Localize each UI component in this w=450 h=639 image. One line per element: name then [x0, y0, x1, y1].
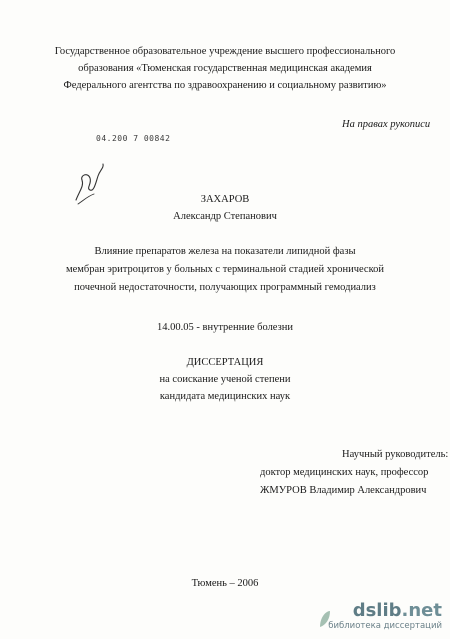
rights-note: На правах рукописи — [342, 119, 431, 130]
degree-line-1: на соискание ученой степени — [159, 374, 291, 385]
dslib-logo — [328, 601, 442, 631]
institution-line-2: образования «Тюменская государственная медицинская академия — [78, 63, 372, 74]
thesis-title-line-3: почечной недостаточности, получающих программный гемодиализ — [74, 282, 376, 293]
thesis-title-line-2: мембран эритроцитов у больных с терминальной стадией хронической — [65, 264, 385, 275]
logo-caption: библиотека диссертаций — [328, 621, 442, 631]
specialty-code: 14.00.05 - внутренние болезни — [157, 322, 293, 333]
author-surname: ЗАХАРОВ — [200, 194, 250, 205]
place-year: Тюмень – 2006 — [191, 578, 259, 589]
logo-brand: dslib.net — [352, 600, 442, 621]
supervisor-label: Научный руководитель: — [342, 449, 449, 460]
degree-line-2: кандидата медицинских наук — [159, 391, 291, 402]
supervisor-name: ЖМУРОВ Владимир Александрович — [260, 485, 427, 496]
document-type-heading: ДИССЕРТАЦИЯ — [186, 357, 264, 368]
institution-line-1: Государственное образовательное учреждение высшего профессионального — [54, 46, 396, 57]
institution-line-3: Федерального агентства по здравоохранению и социальному развитию» — [63, 80, 387, 91]
registration-stamp: 04.200 7 00842 — [96, 134, 171, 143]
supervisor-degree: доктор медицинских наук, профессор — [260, 467, 429, 478]
thesis-title-line-1: Влияние препаратов железа на показатели липидной фазы — [94, 246, 356, 257]
author-name: Александр Степанович — [173, 211, 277, 222]
